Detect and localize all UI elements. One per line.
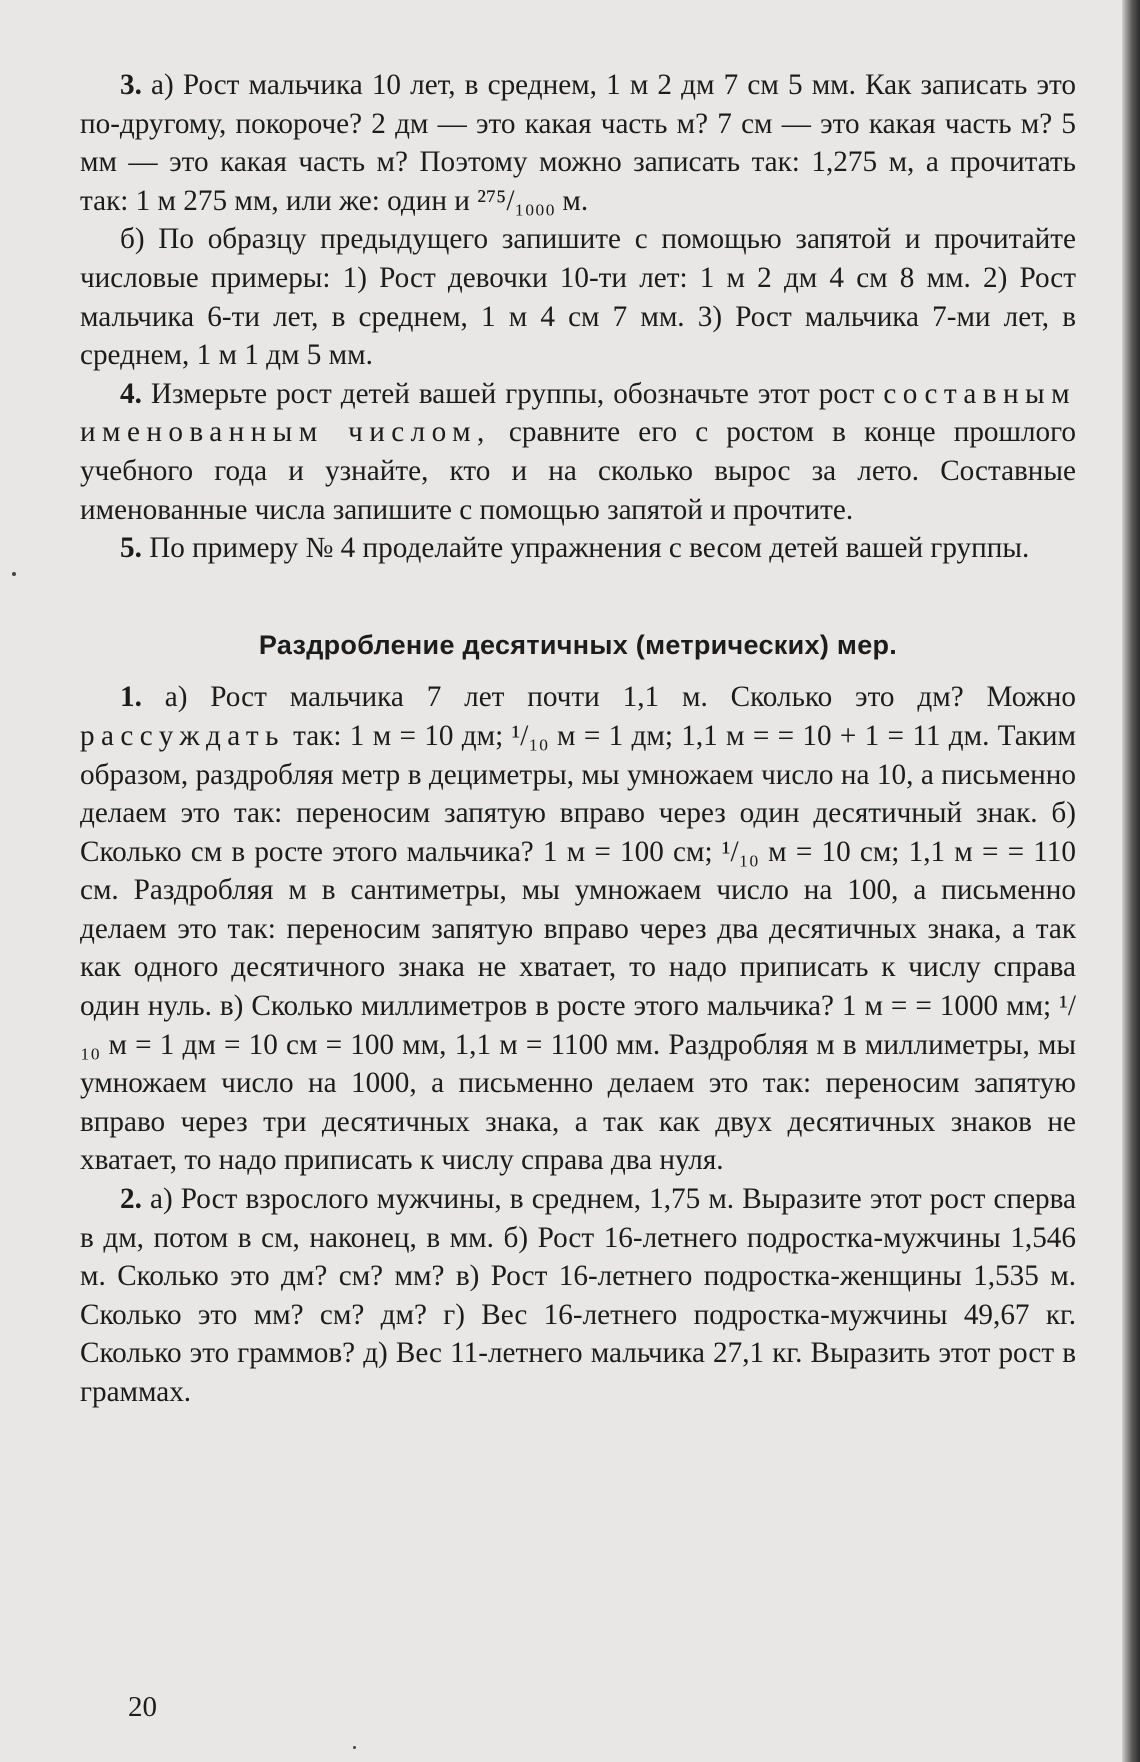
spaced-emphasis: составным именованным числом, — [80, 377, 1076, 449]
exercise-number: 5. — [120, 532, 142, 565]
page-number: 20 — [128, 1691, 157, 1723]
exercise-3a — [80, 66, 1076, 220]
exercise-4 — [80, 375, 1076, 529]
exercise-2 — [80, 1180, 1076, 1412]
exercise-text: а) Рост мальчика 10 лет, в среднем, 1 м 2 дм 7 см 5 мм. Как записать это по-другому, покороче? 2 дм — это какая часть м? 7 см — это какая часть м? 5 мм — это какая часть м? Поэтому можно записать так: 1,275 м, а прочитать так: 1 м 275 мм, или же: один и ²⁷⁵/₁₀₀₀ м. — [80, 69, 1077, 217]
exercise-number: 2. — [120, 1183, 142, 1216]
print-speck — [353, 1746, 356, 1749]
exercise-text: б) По образцу предыдущего запишите с помощью запятой и прочитайте числовые примеры: 1) Рост девочки 10-ти лет: 1 м 2 дм 4 см 8 мм. 2) Рост мальчика 6-ти лет, в среднем, 1 м 4 см 7 мм. 3) Рост мальчика 7-ми лет, в среднем, 1 м 1 дм 5 мм. — [80, 223, 1076, 372]
exercise-text: а) Рост взрослого мужчины, в среднем, 1,75 м. Выразите этот рост сперва в дм, потом в см, наконец, в мм. б) Рост 16-летнего подростка-мужчины 1,546 м. Сколько это дм? см? мм? в) Рост 16-летнего подростка-женщины 1,535 м. Сколько это мм? см? дм? г) Вес 16-летнего подростка-мужчины 49,67 кг. Сколько это граммов? д) Вес 11-летнего мальчика 27,1 кг. Выразить этот рост в граммах. — [80, 1183, 1077, 1408]
page-edge-shadow — [1122, 0, 1140, 1762]
text-column — [80, 66, 1076, 1412]
exercise-text: так: 1 м = 10 дм; ¹/₁₀ м = 1 дм; 1,1 м = = 10 + 1 = 11 дм. Таким образом, раздробляя метр в дециметры, мы умножаем число на 10, а письменно делаем это так: переносим запятую вправо через один десятичный знак. б) Сколько см в росте этого мальчика? 1 м = 100 см; ¹/₁₀ м = 10 см; 1,1 м = = 110 см. Раздробляя м в сантиметры, мы умножаем число на 100, а письменно делаем это так: переносим запятую вправо через два десятичных знака, а так как одного десятичного знака не хватает, то надо приписать к числу справа один нуль. в) Сколько миллиметров в росте этого мальчика? 1 м = = 1000 мм; ¹/₁₀ м = 1 дм = 10 см = 100 мм, 1,1 м = 1100 мм. Раздробляя м в миллиметры, мы умножаем число на 1000, а письменно делаем это так: переносим запятую вправо через три десятичных знака, а так как двух десятичных знаков не хватает, то надо приписать к числу справа два нуля. — [80, 719, 1077, 1177]
exercise-5 — [80, 529, 1076, 568]
exercise-number: 3. — [120, 69, 142, 101]
section-heading: Раздробление десятичных (метрических) мер. — [258, 629, 898, 660]
exercise-text: а) Рост мальчика 7 лет почти 1,1 м. Сколько это дм? Можно — [164, 681, 1076, 714]
exercise-1 — [80, 678, 1076, 1180]
exercise-number: 1. — [120, 681, 142, 714]
print-speck — [12, 572, 16, 576]
exercise-number: 4. — [120, 377, 142, 410]
spaced-emphasis: рассуждать — [80, 719, 285, 752]
exercise-text: сравните его с ростом в конце прошлого учебного года и узнайте, кто и на сколько вырос за лето. Составные именованные числа запишите с помощью запятой и прочтите. — [80, 416, 1076, 526]
exercise-3b — [80, 220, 1076, 374]
exercise-text: Измерьте рост детей вашей группы, обозначьте этот рост — [150, 377, 875, 410]
exercise-text: По примеру № 4 проделайте упражнения с весом детей вашей группы. — [149, 532, 1030, 565]
